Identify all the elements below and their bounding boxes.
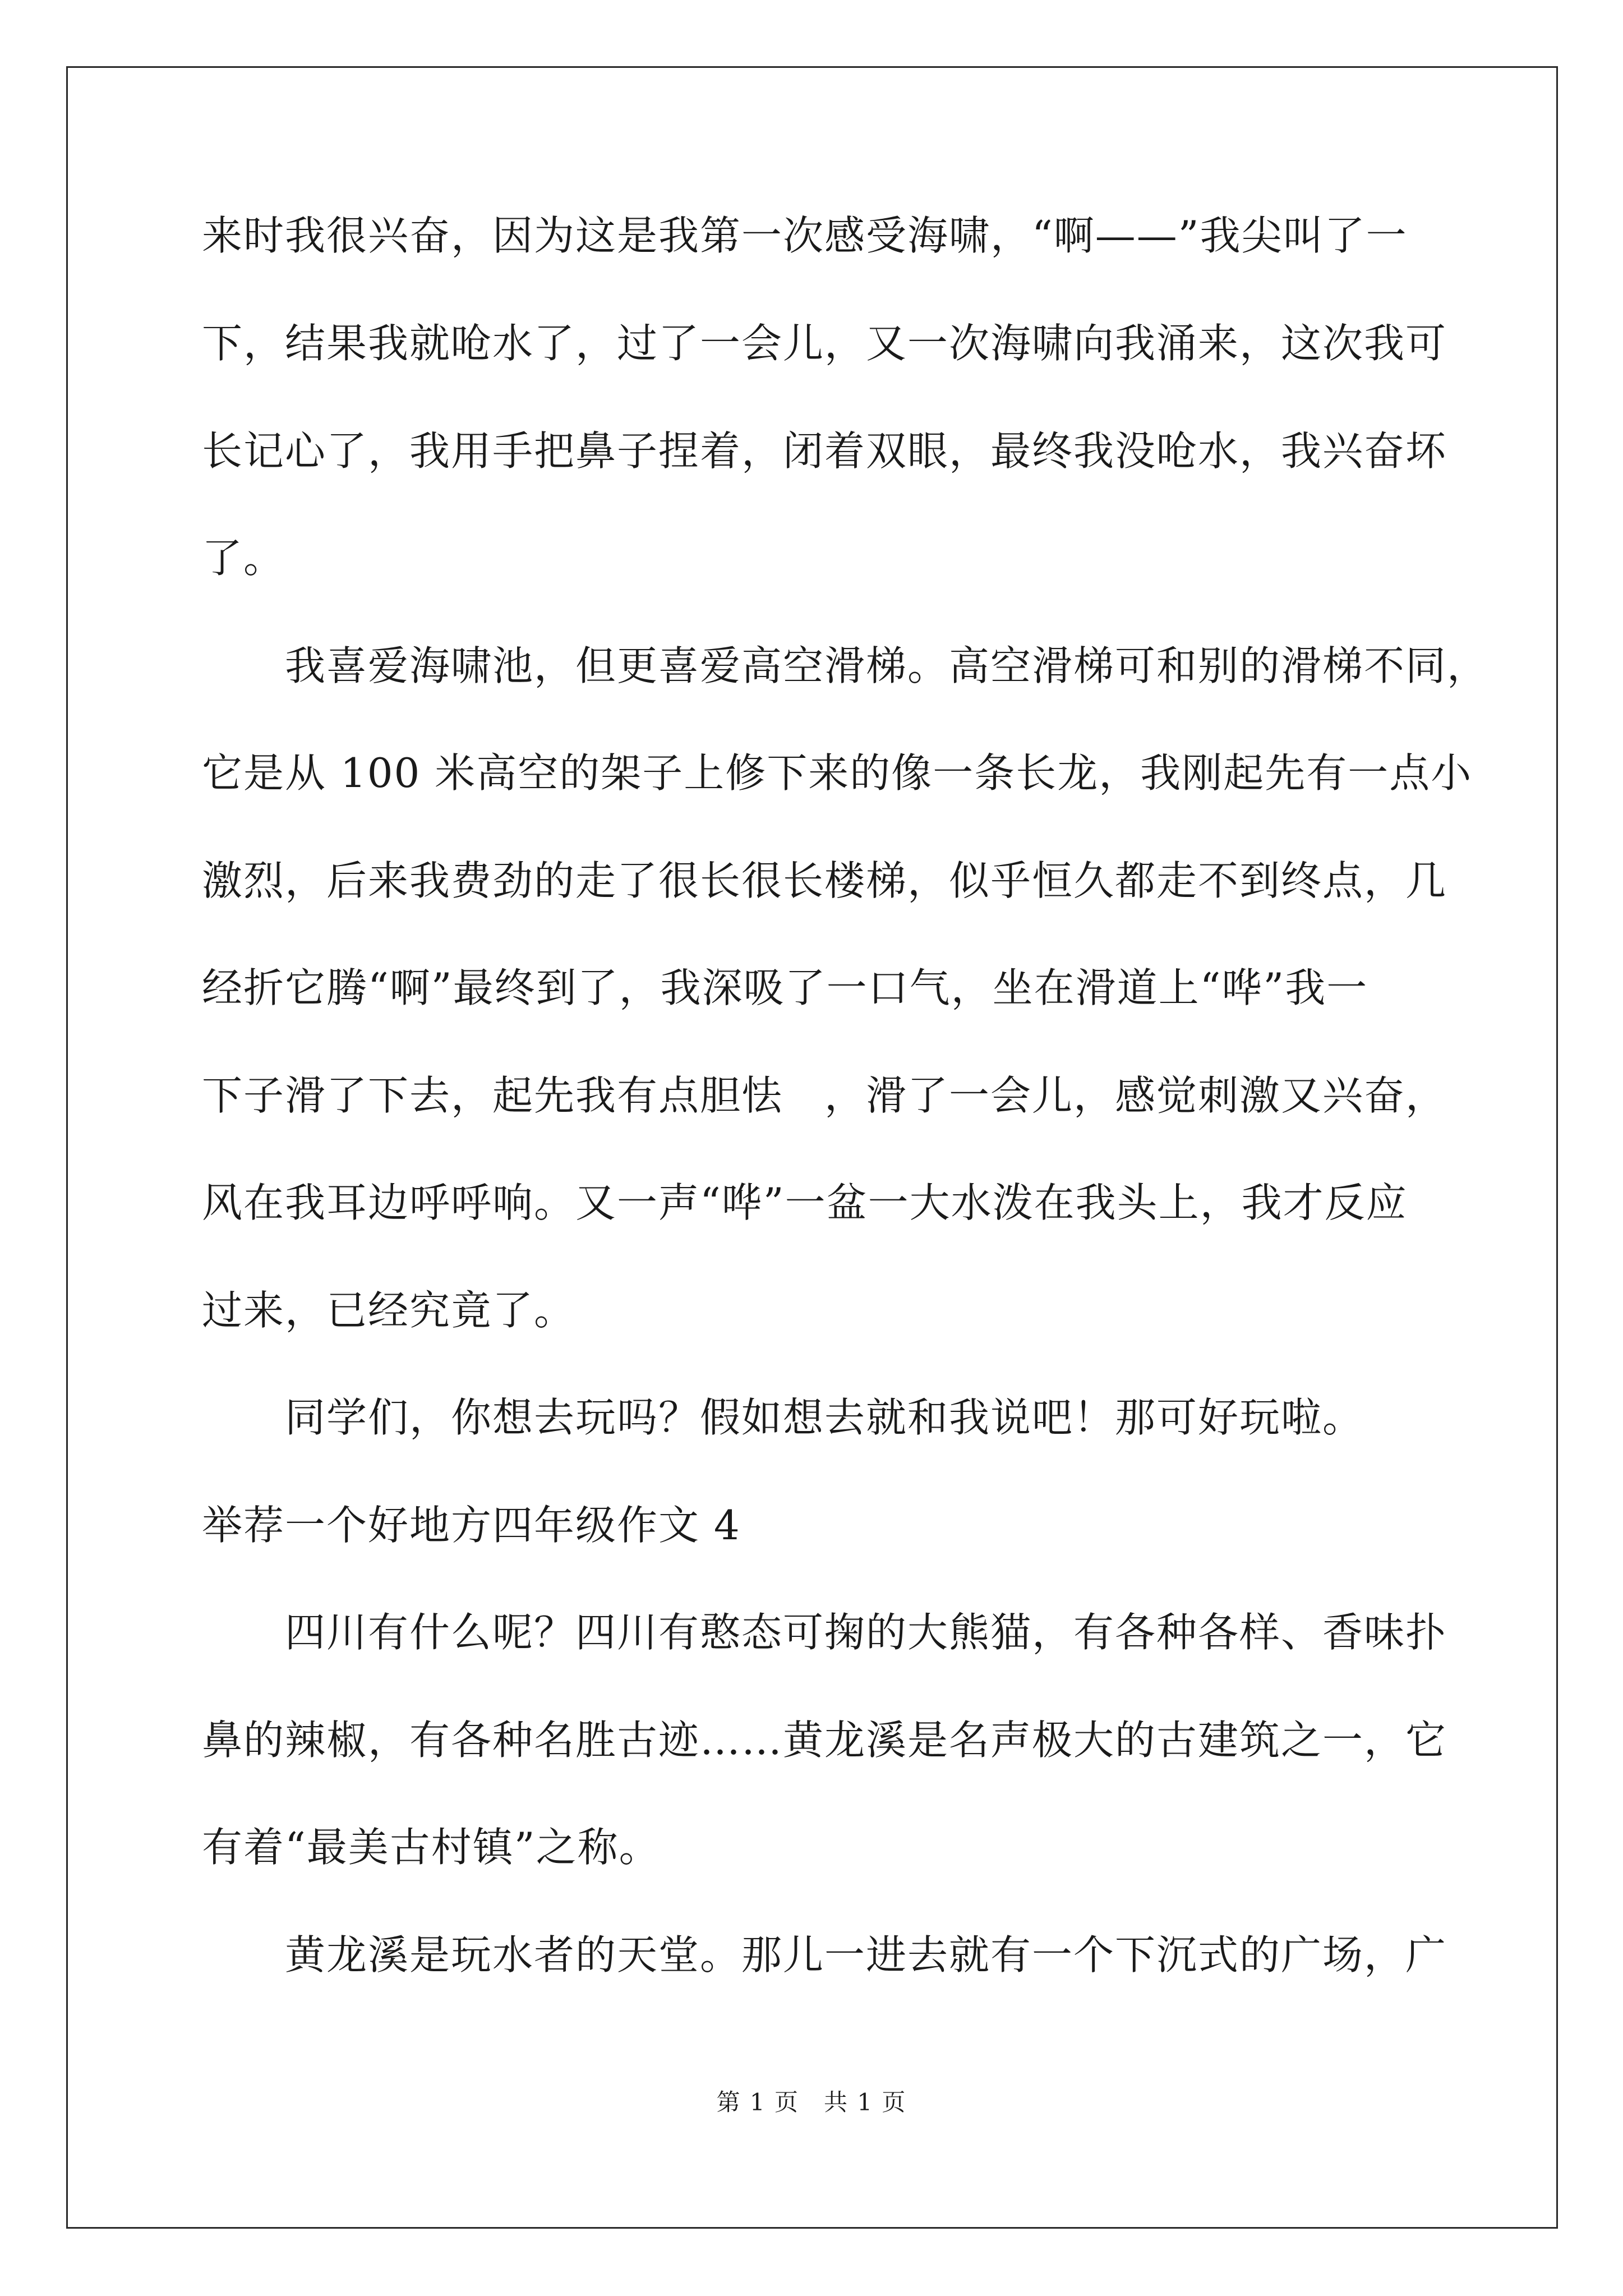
page-border [66,66,1558,2229]
text-line-7: 激烈，后来我费劲的走了很长很长楼梯，似乎恒久都走不到终点，几 [202,857,1447,904]
text-line-15: 鼻的辣椒，有各种名胜古迹……黄龙溪是名声极大的古建筑之一，它 [202,1717,1447,1764]
text-line-10: 风在我耳边呼呼响。又一声“哗”一盆一大水泼在我头上，我才反应 [202,1179,1408,1226]
text-line-4: 了。 [202,535,285,582]
text-line-1: 来时我很兴奋，因为这是我第一次感受海啸，“啊——”我尖叫了一 [202,212,1408,259]
text-line-14: 四川有什么呢？四川有憨态可掬的大熊猫，有各种各样、香味扑 [202,1609,1447,1656]
text-line-5: 我喜爱海啸池，但更喜爱高空滑梯。高空滑梯可和别的滑梯不同， [202,642,1489,689]
text-line-2: 下，结果我就呛水了，过了一会儿，又一次海啸向我涌来，这次我可 [202,320,1447,367]
section-heading: 举荐一个好地方四年级作文 4 [202,1502,741,1549]
text-line-11: 过来，已经究竟了。 [202,1287,576,1334]
text-line-3: 长记心了，我用手把鼻子捏着，闭着双眼，最终我没呛水，我兴奋坏 [202,427,1447,475]
text-line-8: 经折它腾“啊”最终到了，我深吸了一口气，坐在滑道上“哗”我一 [202,964,1368,1011]
page-footer: 第 1 页 共 1 页 [716,2088,907,2116]
text-line-12: 同学们，你想去玩吗？假如想去就和我说吧！那可好玩啦。 [202,1394,1364,1441]
text-line-16: 有着“最美古村镇”之称。 [202,1824,661,1871]
text-line-6: 它是从 100 米高空的架子上修下来的像一条长龙，我刚起先有一点小 [202,749,1473,797]
text-line-9: 下子滑了下去，起先我有点胆怯 ，滑了一会儿，感觉刺激又兴奋， [202,1072,1447,1119]
text-line-17: 黄龙溪是玩水者的天堂。那儿一进去就有一个下沉式的广场，广 [202,1931,1447,1978]
